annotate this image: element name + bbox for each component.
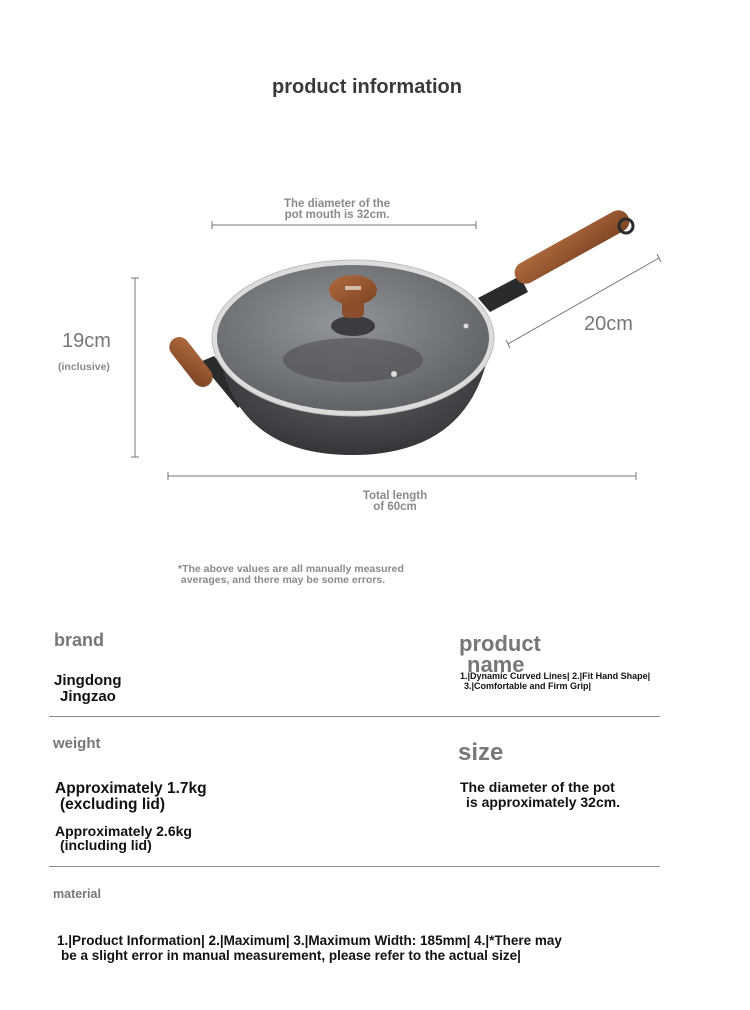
- height-note: (inclusive): [58, 361, 110, 373]
- weight-label: weight: [53, 735, 101, 752]
- weight-excluding-lid: Approximately 1.7kg (excluding lid): [55, 780, 207, 813]
- page-title: product information: [272, 76, 462, 98]
- brand-label: brand: [54, 630, 105, 650]
- size-value: The diameter of the pot is approximately 32cm.: [460, 779, 621, 810]
- total-length-label: Total length of 60cm: [362, 490, 428, 513]
- product-name-value: 1.|Dynamic Curved Lines| 2.|Fit Hand Shape| 3.|Comfortable and Firm Grip|: [460, 671, 651, 691]
- brand-value: Jingdong Jingzao: [54, 672, 122, 705]
- material-label: material: [53, 887, 101, 901]
- weight-including-lid: Approximately 2.6kg (including lid): [55, 823, 192, 853]
- mouth-diameter-label: The diameter of the pot mouth is 32cm.: [283, 198, 391, 221]
- divider-2: [49, 866, 660, 867]
- height-label: 19cm: [62, 330, 111, 352]
- handle-length-label: 20cm: [584, 313, 633, 335]
- material-value: 1.|Product Information| 2.|Maximum| 3.|Maximum Width: 185mm| 4.|*There may be a slight error in manual measurement, please refer to the actual size|: [57, 933, 562, 963]
- product-name-label: product name: [459, 631, 541, 677]
- measurement-note: *The above values are all manually measured averages, and there may be some errors.: [178, 563, 404, 586]
- divider-1: [49, 716, 660, 717]
- long-handle: [478, 206, 633, 312]
- size-label: size: [458, 739, 504, 766]
